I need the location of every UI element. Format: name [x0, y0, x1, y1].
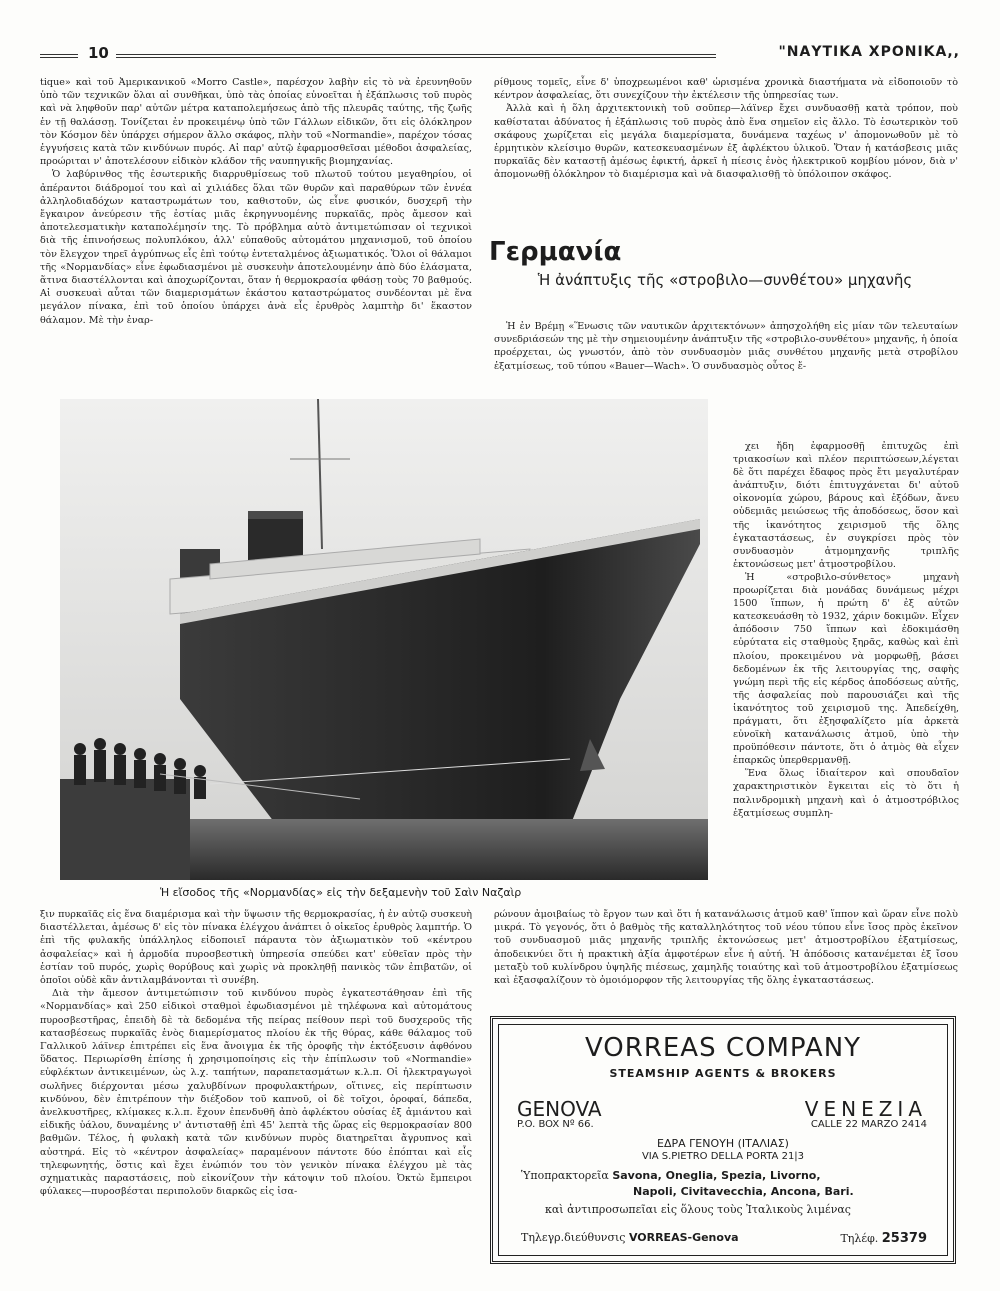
paragraph: Ἕνα ὅλως ἰδιαίτερον καὶ σπουδαῖον χαρακτηριστικὸν ἔγκειται εἰς τὸ ὅτι ἡ παλινδρομικὴ μηχανὴ καὶ ὁ ἀτμοστρόβιλος ἐξατμίσεως συμπλη-	[733, 768, 959, 819]
header-rule-left	[40, 54, 78, 58]
ad-ports-line: καὶ ἀντιπροσωπεῖαι εἰς ὅλους τοὺς Ἰταλικοὺς λιμένας	[545, 1203, 851, 1216]
column-right-narrow	[733, 440, 959, 820]
section-subtitle: Ἡ ἀνάπτυξις τῆς «στροβιλο—συνθέτου» μηχανῆς	[537, 271, 913, 289]
column-right-bottom	[494, 908, 958, 987]
photo-caption: Ἡ εἴσοδος τῆς «Νορμανδίας» εἰς τὴν δεξαμενὴν τοῦ Σαὶν Ναζαὶρ	[160, 886, 522, 899]
paragraph: ρώνουν ἀμοιβαίως τὸ ἔργον των καὶ ὅτι ἡ κατανάλωσις ἀτμοῦ καθ' ἵππον καὶ ὥραν εἶνε πολὺ μικρά. Τὸ γεγονός, ὅτι ὁ βαθμὸς τῆς καταλληλότητος τοῦ νέου τύπου εἶνε ἴσος πρὸς ἐκεῖνον τοῦ συνδυασμοῦ μιᾶς μηχανῆς τριπλῆς ἐκτονώσεως μετ' ἀτμοστροβίλου ἐξατμίσεως, ἀποδεικνύει ὅτι ἡ πρακτικὴ ἀξία ἀμφοτέρων εἶνε ἡ αὐτή. Ἡ ἀπόδοσις κατανέμεται ἐξ ἴσου μεταξὺ τοῦ κυλίνδρου ὑψηλῆς πιέσεως, χαμηλῆς τοιαύτης καὶ τοῦ ἀτμοστροβίλου ἐξατμίσεως καὶ ἐξασφαλίζουν τὸ ὁμοιόμορφον τῆς λειτουργίας τῆς ὅλης ἐγκαταστάσεως.	[494, 909, 958, 987]
ad-phone	[840, 1231, 927, 1246]
ad-company-name: VORREAS COMPANY	[584, 1033, 862, 1063]
paragraph: tique» καὶ τοῦ Ἀμερικανικοῦ «Morro Castle», παρέσχον λαβὴν εἰς τὸ νὰ ἐρευνηθοῦν ὑπὸ τῶν τεχνικῶν ὅλαι αἱ συνθῆκαι, ὑπὸ τὰς ὁποίας εὐνοεῖται ἡ ἐξάπλωσις τοῦ πυρὸς καὶ νὰ ληφθοῦν παρ' αὐτῶν μέτρα καταπολεμήσεως ἀπὸ τῆς πλευρᾶς ταύτης, τῆς ζωῆς ἐν τῇ θαλάσσῃ. Τονίζεται ἐν προκειμένῳ ὑπὸ τῶν Γάλλων εἰδικῶν, ὅτι εἰς ὁλόκληρον τὸν Κόσμον δὲν ὑπάρχει σήμερον ἄλλο σκάφος, πλὴν τοῦ «Normandie», παρέχον τόσας ἐγγυήσεις κατὰ τῶν κινδύνων πυρός. Αἱ παρ' αὐτῷ ἐφαρμοσθεῖσαι μέθοδοι ἀσφαλείας, προώριται ν' ἀποτελέσουν εἰδικὸν κλάδον τῆς ναυπηγικῆς βιομηχανίας.	[40, 77, 472, 168]
advertisement-vorreas	[490, 1016, 956, 1264]
paragraph: Ὁ λαβύρινθος τῆς ἐσωτερικῆς διαρρυθμίσεως τοῦ πλωτοῦ τούτου μεγαθηρίου, οἱ ἀπέραντοι διάδρομοί του καὶ αἱ χιλιάδες ὅλαι τῶν θυρῶν καὶ παραθύρων τῶν ἐννέα ἀλληλοδιαδόχων καταστρωμάτων του, καθιστοῦν, ὡς εἶνε φυσικόν, δυσχερῆ τὴν ἔγκαιρον ἀνεύρεσιν τῆς ἑστίας μιᾶς ἐκρηγνυομένης πυρκαϊᾶς, πρὸς ἄμεσον καὶ ἀποτελεσματικὴν καταπολέμησίν της. Τὸ πρόβλημα αὐτὸ ἀντιμετώπισαν οἱ τεχνικοὶ διὰ τῆς ἐπινοήσεως πολυπλόκου, ἀλλ' εὐπαθοῦς αὐτομάτου μηχανισμοῦ, τοῦ ὁποίου τὸν ἔλεγχον τηρεῖ ἀγρύπνως εἷς ἐπὶ τούτῳ ἐντεταλμένος ἀξιωματικός. Ὅλοι οἱ θάλαμοι τῆς «Νορμανδίας» εἶνε ἐφωδιασμένοι μὲ συσκευὴν ἀποτελουμένην ἀπὸ δύο ἐλάσματα, ἅτινα διαστέλλονται καὶ ἀποχωρίζονται, ὅταν ἡ θερμοκρασία φθάσῃ τοὺς 70 βαθμούς. Αἱ συσκευαὶ αὗται τῶν διαμερισμάτων ἑκάστου καταστρώματος συνδέονται μὲ ἕνα μεγάλον πίνακα, ἐπὶ τοῦ ὁποίου ὑπάρχει ἀνὰ εἷς ἐρυθρὸς λαμπτὴρ δι' ἕκαστον θάλαμον. Μὲ τὴν ἐναρ-	[40, 169, 472, 326]
ad-phone-label: Τηλέφ.	[840, 1232, 879, 1245]
ad-seat-address: VIA S.PIETRO DELLA PORTA 21|3	[641, 1151, 805, 1162]
section-title: Γερμανία	[489, 237, 622, 267]
paragraph: ρίθμους τομεῖς, εἶνε δ' ὑποχρεωμένοι καθ' ὡρισμένα χρονικὰ διαστήματα νὰ εἰδοποιοῦν τὸ κέντρον ἀσφαλείας, ὅτι συνεχίζουν τὴν ἐκτέλεσιν τῆς ὑπηρεσίας των.	[494, 77, 958, 102]
ad-telegraph-label: Τηλεγρ.διεύθυνσις	[521, 1231, 626, 1244]
ad-address-genova: P.O. BOX Nº 66.	[517, 1119, 594, 1130]
paragraph: Ἡ ἐν Βρέμῃ «Ἕνωσις τῶν ναυτικῶν ἀρχιτεκτόνων» ἀπησχολήθη εἰς μίαν τῶν τελευταίων συνεδριάσεών της μὲ τὴν σημειουμένην ἀνάπτυξιν τῆς «στροβιλο-συνθέτου» μηχανῆς, ἡ ὁποία προέρχεται, ὡς γνωστόν, ἀπὸ τὸν συνδυασμὸν μιᾶς συνθέτου μηχανῆς μετὰ στροβίλου ἐξατμίσεως, τοῦ τύπου «Bauer—Wach». Ὁ συνδυασμὸς οὗτος ἔ-	[494, 321, 958, 372]
column-left-top	[40, 76, 472, 327]
header-rule-mid	[116, 54, 716, 58]
page-header	[40, 44, 960, 66]
ship-photo	[60, 399, 708, 880]
column-left-bottom	[40, 908, 472, 1198]
ad-subagencies-list-1: Savona, Oneglia, Spezia, Livorno,	[612, 1169, 821, 1182]
paragraph: ξιν πυρκαϊᾶς εἰς ἕνα διαμέρισμα καὶ τὴν ὕψωσιν τῆς θερμοκρασίας, ἡ ἐν αὐτῷ συσκευὴ διαστέλλεται, ἀμέσως δ' εἰς τὸν πίνακα ἐλέγχου ἀνάπτει ὁ οἰκεῖος ἐρυθρὸς λαμπτήρ. Ὁ ἐπὶ τῆς φυλακῆς ὑπάλληλος εἰδοποιεῖ πάραυτα τὸν ἀξιωματικὸν τοῦ «κέντρου ἀσφαλείας» καὶ ἡ ἁρμοδία πυροσβεστικὴ ὑπηρεσία σπεύδει κατ' εὐθεῖαν πρὸς τὴν ἑστίαν τοῦ πυρός, χωρὶς θορύβους καὶ χωρὶς νὰ προκληθῇ πανικὸς τῶν ἐπιβατῶν, οἱ ὁποῖοι οὐδὲ κἂν ἀντιλαμβάνονται τὶ συνέβη.	[40, 909, 472, 987]
ad-subagencies-2	[633, 1185, 854, 1198]
ad-telegraph-value: VORREAS-Genova	[628, 1231, 739, 1244]
paragraph: χει ἤδη ἐφαρμοσθῇ ἐπιτυχῶς ἐπὶ τριακοσίων καὶ πλέον περιπτώσεων,λέγεται δὲ ὅτι παρέχει ἔδαφος πρὸς ἔτι μεγαλυτέραν ἀνάπτυξιν, διότι ἐπιτυγχάνεται δι' αὐτοῦ οἰκονομία χώρου, βάρους καὶ ἐξόδων, ἄνευ οὐδεμιᾶς μειώσεως τῆς ἀποδόσεως, ὅσον καὶ τῆς ἱκανότητος χειρισμοῦ τῆς ὅλης ἐγκαταστάσεως, ἐν συγκρίσει πρὸς τὸν συνδυασμὸν ἀτμομηχανῆς τριπλῆς ἐκτονώσεως μετ' ἀτμοστροβίλου.	[733, 441, 959, 570]
ad-subagencies-label: Ὑποπρακτορεῖα	[521, 1169, 609, 1182]
paragraph: Ἡ «στροβιλο-σύνθετος» μηχανὴ προωρίζεται διὰ μονάδας δυνάμεως μέχρι 1500 ἵππων, ἡ πρώτη δ' ἐξ αὐτῶν κατεσκευάσθη τὸ 1932, χάριν δοκιμῶν. Εἶχεν ἀπόδοσιν 750 ἵππων καὶ ἐδοκιμάσθη εὐρύτατα εἰς σταθμοὺς ξηρᾶς, καθὼς καὶ ἐπὶ πλοίου, προκειμένου νὰ μορφωθῇ, βάσει δεδομένων ἐκ τῆς λειτουργίας της, σαφὴς γνώμη περὶ τῆς εἰς κέρδος ἀποδόσεως αὐτῆς, τῆς ἀσφαλείας ποὺ παρουσιάζει καὶ τῆς ἱκανότητος τοῦ χειρισμοῦ της. Ἀπεδείχθη, πράγματι, ὅτι ἐξησφαλίζετο μία ἀρκετὰ εὐνοϊκὴ κατανάλωσις ἀτμοῦ, ὑπὸ τὴν προϋπόθεσιν πάντοτε, ὅτι ὁ ἀτμὸς θὰ εἶχεν ἐπαρκῶς ὑπερθερμανθῇ.	[733, 571, 959, 767]
ad-subagencies-list-2: Napoli, Civitavecchia, Ancona, Bari.	[633, 1185, 854, 1198]
ad-city-genova: GENOVA	[517, 1097, 602, 1121]
ad-phone-value: 25379	[881, 1231, 927, 1246]
paragraph: Ἀλλὰ καὶ ἡ ὅλη ἀρχιτεκτονικὴ τοῦ σοῦπερ—λάϊνερ ἔχει συνδυασθῇ κατὰ τρόπον, ποὺ καθίσταται ἀδύνατος ἡ ἐξάπλωσις τοῦ πυρὸς ἀπὸ ἕνα σημεῖον εἰς ἄλλο. Τὸ ἐσωτερικὸν τοῦ σκάφους χωρίζεται εἰς μεγάλα διαμερίσματα, δυνάμενα ταχέως ν' ἀπομονωθοῦν μὲ τὸ ἑρμητικὸν κλείσιμο θυρῶν, κατεσκευασμένων ἐξ ἀφλέκτου ὑλικοῦ. Ὅταν ἡ κατάσβεσις μιᾶς πυρκαϊᾶς δὲν καταστῇ ἀμέσως ἐφικτή, ἀρκεῖ ἡ πίεσις ἑνὸς ἠλεκτρικοῦ κομβίου μόνον, διὰ ν' ἀπομονωθῇ ὁλόκληρον τὸ διαμέρισμα καὶ νὰ διασφαλισθῇ τὸ ὑπόλοιπον σκάφος.	[494, 103, 958, 181]
ad-city-venezia: VENEZIA	[804, 1097, 927, 1121]
paragraph: Διὰ τὴν ἄμεσον ἀντιμετώπισιν τοῦ κινδύνου πυρὸς ἐγκατεστάθησαν ἐπὶ τῆς «Νορμανδίας» καὶ 250 εἰδικοὶ σταθμοὶ ἐφωδιασμένοι μὲ τηλέφωνα καὶ αὐτομάτους πυροσβεστῆρας, ἐπειδὴ δὲ τὰ δεδομένα τῆς πείρας πείθουν περὶ τοῦ δυσχεροῦς τῆς κατασβέσεως πυρκαϊᾶς ἑνὸς διαμερίσματος πλοίου ἐκ τῆς θύρας, κάθε θάλαμος τοῦ Γαλλικοῦ λάϊνερ ἐπιτρέπει εἰς ἕνα ἄνοιγμα ἐκ τῆς ὀροφῆς τὴν ἐκτόξευσιν ἀφθόνου ὕδατος. Περιωρίσθη ἐπίσης ἡ χρησιμοποίησις εἰς τὴν ἐπίπλωσιν τοῦ «Normandie» εὐφλέκτων ἀντικειμένων, ὡς λ.χ. ταπήτων, παραπετασμάτων κ.λ.π. Οἱ ἠλεκτραγωγοὶ σωλῆνες διέρχονται μέσω χαλυβδίνων προφυλακτήρων, οἵτινες, εἰς περίπτωσιν κινδύνου, δὲν ἐπιτρέπουν τὴν διέξοδον τοῦ καπνοῦ, οἱ δὲ τοῖχοι, ὀροφαί, δάπεδα, ἀνελκυστῆρες, κλίμακες κ.λ.π. ἔχουν ἐπενδυθῆ ἀπὸ ἀφλέκτου οὐσίας ἐξ ἀμιάντου καὶ εἰδικῆς ὑάλου, δυναμένης ν' ἀντισταθῇ ἐπὶ 45' λεπτὰ τῆς ὥρας εἰς θερμοκρασίαν 800 βαθμῶν. Τέλος, ἡ φυλακὴ κατὰ τῶν κινδύνων πυρὸς διατηρεῖται ἄγρυπνος καὶ αὐστηρά. Εἰς τὸ «κέντρον ἀσφαλείας» παραμένουν πάντοτε δύο ἐπόπται καὶ εἷς τηλεφωνητής, ὅστις καὶ ἔχει ἐνώπιόν του τὸν γενικὸν πίνακα ἐλέγχου μὲ τὰς σχηματικὰς παραστάσεις, ποὺ εἰκονίζουν τὴν κάτοψιν τοῦ πλοίου. Ὀκτὼ ἔμπειροι φύλακες—πυροσβέσται περιπολοῦν διαρκῶς εἰς ἰσα-	[40, 988, 472, 1198]
ship-illustration	[60, 399, 708, 880]
publication-title: "ΝΑΥΤΙΚΑ ΧΡΟΝΙΚΑ,,	[778, 44, 960, 60]
ad-seat: ΕΔΡΑ ΓΕΝΟΥΗ (ΙΤΑΛΙΑΣ)	[657, 1137, 789, 1150]
ad-tagline: STEAMSHIP AGENTS & BROKERS	[609, 1067, 837, 1080]
page-number: 10	[88, 44, 109, 62]
ad-telegraph	[521, 1231, 739, 1244]
column-right-top	[494, 76, 958, 182]
ad-subagencies-1	[521, 1169, 821, 1182]
column-right-intro	[494, 320, 958, 373]
ad-address-venezia: CALLE 22 MARZO 2414	[810, 1119, 927, 1130]
